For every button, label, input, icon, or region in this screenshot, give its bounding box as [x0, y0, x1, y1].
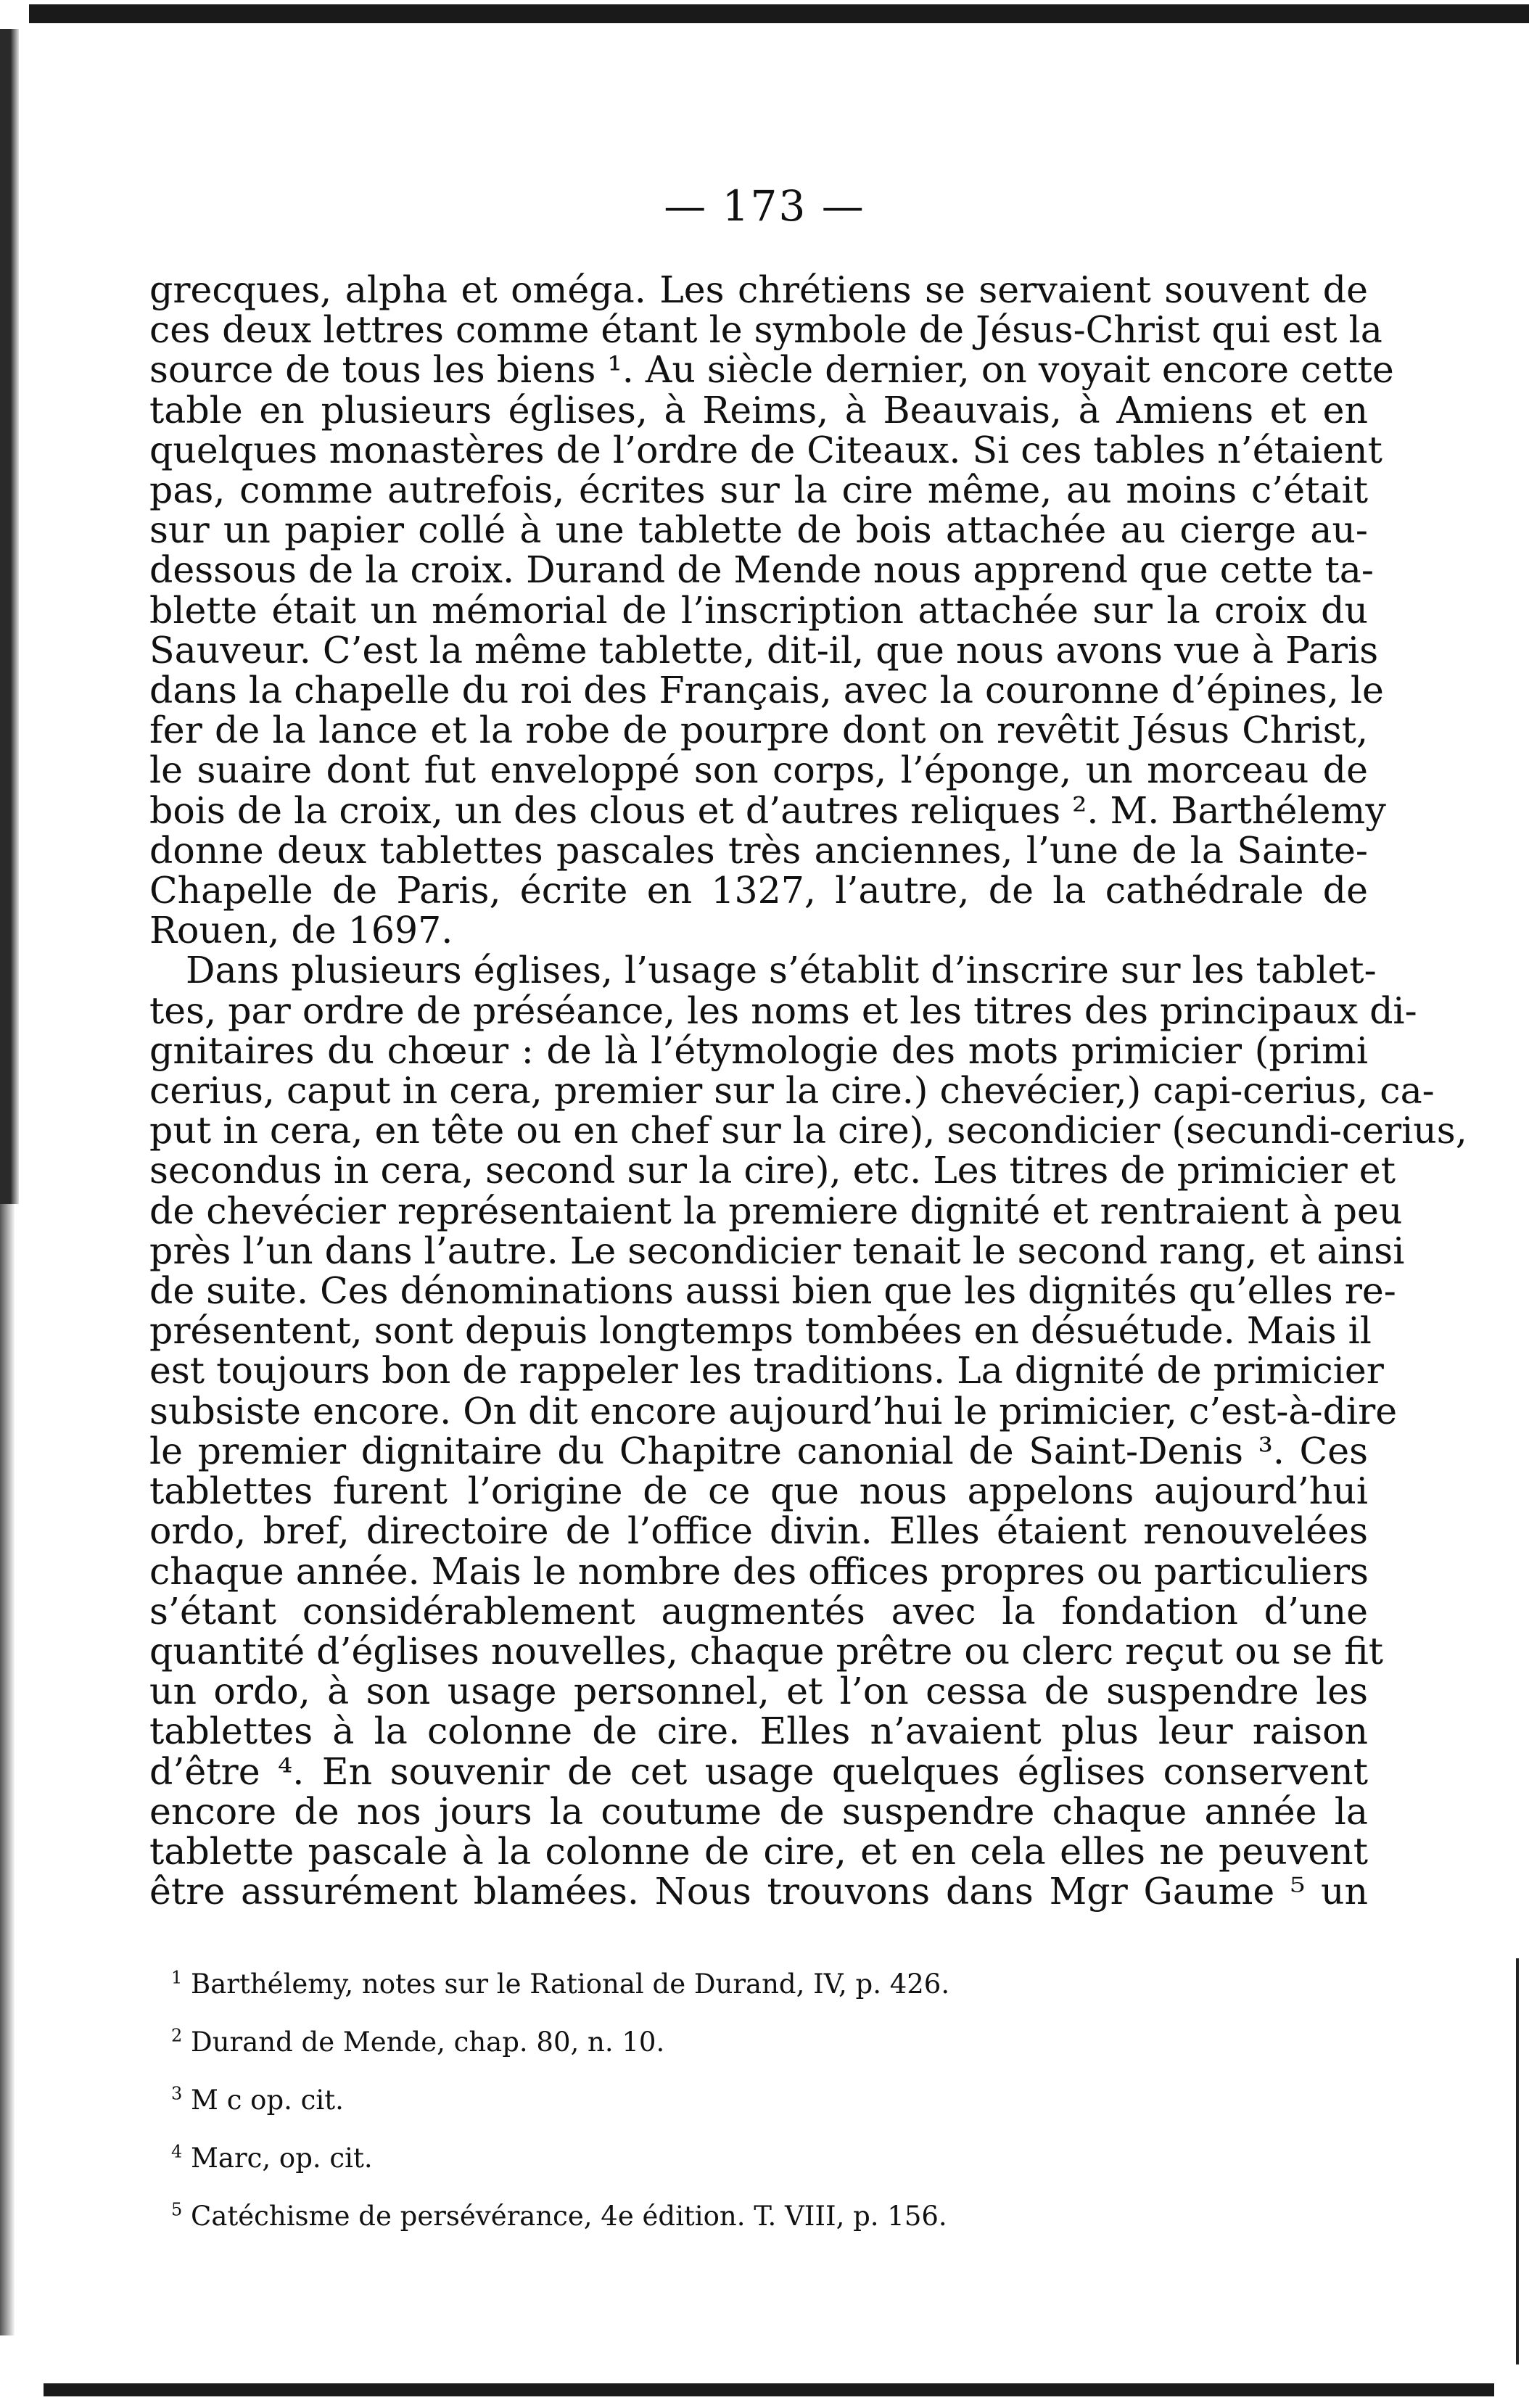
text-line: être assurément blamées. Nous trouvons dans Mgr Gaume ⁵ un: [149, 1870, 1368, 1913]
page-number: — 173 —: [664, 181, 865, 231]
scan-edge-right: [1516, 1958, 1519, 2364]
text-line: bois de la croix, un des clous et d’autres reliques ². M. Barthélemy: [149, 788, 1386, 832]
text-line: tablettes furent l’origine de ce que nous appelons aujourd’hui: [149, 1469, 1368, 1513]
text-line: le suaire dont fut enveloppé son corps, l’éponge, un morceau de: [149, 749, 1368, 792]
text-line: encore de nos jours la coutume de suspendre chaque année la: [149, 1789, 1368, 1833]
text-line: s’étant considérablement augmentés avec la fondation d’une: [149, 1589, 1368, 1633]
text-line: put in cera, en tête ou en chef sur la cire), secondicier (secundi-cerius,: [149, 1109, 1467, 1153]
text-line: tablette pascale à la colonne de cire, et en cela elles ne peuvent: [149, 1829, 1368, 1873]
text-line: d’être ⁴. En souvenir de cet usage quelques églises conservent: [149, 1749, 1368, 1793]
footnote-text: Catéchisme de persévérance, 4e édition. T. VIII, p. 156.: [182, 2201, 947, 2232]
text-line: table en plusieurs églises, à Reims, à Beauvais, à Amiens et en: [149, 388, 1368, 432]
text-line: subsiste encore. On dit encore aujourd’hui le primicier, c’est-à-dire: [149, 1389, 1398, 1432]
text-line: Sauveur. C’est la même tablette, dit-il, que nous avons vue à Paris: [149, 628, 1379, 672]
text-line: chaque année. Mais le nombre des offices propres ou particuliers: [149, 1549, 1369, 1593]
footnote-mark: 4: [171, 2141, 183, 2162]
text-line: un ordo, à son usage personnel, et l’on cessa de suspendre les: [149, 1670, 1368, 1713]
text-line: Chapelle de Paris, écrite en 1327, l’autre, de la cathédrale de: [149, 869, 1368, 912]
text-line: secondus in cera, second sur la cire), etc. Les titres de primicier et: [149, 1149, 1396, 1192]
text-line: tablettes à la colonne de cire. Elles n’avaient plus leur raison: [149, 1710, 1368, 1753]
text-line: grecques, alpha et oméga. Les chrétiens se servaient souvent de: [149, 268, 1368, 311]
text-line: source de tous les biens ¹. Au siècle dernier, on voyait encore cette: [149, 348, 1394, 392]
scan-edge-left-lower: [0, 1204, 15, 2335]
text-line: de chevécier représentaient la premiere dignité et rentraient à peu: [149, 1189, 1403, 1232]
text-line: cerius, caput in cera, premier sur la cire.) chevécier,) capi-cerius, ca-: [149, 1069, 1435, 1113]
text-line: quantité d’églises nouvelles, chaque prêtre ou clerc reçut ou se fit: [149, 1629, 1384, 1673]
text-line: sur un papier collé à une tablette de bois attachée au cierge au-: [149, 508, 1368, 552]
footnote-mark: 2: [171, 2025, 183, 2046]
text-line: fer de la lance et la robe de pourpre dont on revêtit Jésus Christ,: [149, 709, 1368, 752]
text-line: le premier dignitaire du Chapitre canonial de Saint-Denis ³. Ces: [149, 1429, 1368, 1472]
text-line: dans la chapelle du roi des Français, avec la couronne d’épines, le: [149, 669, 1384, 712]
scan-edge-bottom: [44, 2383, 1494, 2396]
text-line: donne deux tablettes pascales très anciennes, l’une de la Sainte-: [149, 828, 1368, 872]
footnote-text: M c op. cit.: [182, 2085, 344, 2116]
footnote-text: Marc, op. cit.: [182, 2143, 373, 2174]
footnote: [171, 2129, 1332, 2188]
footnote-mark: 1: [171, 1967, 183, 1988]
footnotes: [171, 1955, 1332, 2246]
text-line: ordo, bref, directoire de l’office divin. Elles étaient renouvelées: [149, 1509, 1368, 1553]
text-line: près l’un dans l’autre. Le secondicier tenait le second rang, et ainsi: [149, 1229, 1405, 1272]
text-line: dessous de la croix. Durand de Mende nous apprend que cette ta-: [149, 548, 1374, 592]
text-line: de suite. Ces dénominations aussi bien que les dignités qu’elles re-: [149, 1269, 1396, 1313]
text-line: quelques monastères de l’ordre de Citeaux. Si ces tables n’étaient: [149, 428, 1382, 471]
text-line: Rouen, de 1697.: [149, 909, 453, 952]
footnote: [171, 2071, 1332, 2129]
text-line: gnitaires du chœur : de là l’étymologie des mots primicier (primi: [149, 1028, 1368, 1072]
text-line: tes, par ordre de préséance, les noms et les titres des principaux di-: [149, 989, 1417, 1032]
footnote: [171, 2188, 1332, 2246]
text-line: Dans plusieurs églises, l’usage s’établit d’inscrire sur les tablet-: [186, 949, 1377, 992]
footnote-text: Durand de Mende, chap. 80, n. 10.: [182, 2026, 665, 2058]
footnote-mark: 5: [171, 2199, 183, 2220]
text-line: ces deux lettres comme étant le symbole de Jésus-Christ qui est la: [149, 308, 1382, 352]
footnote-text: Barthélemy, notes sur le Rational de Durand, IV, p. 426.: [182, 1968, 950, 2000]
body-text: [149, 268, 1467, 1913]
scan-edge-top: [29, 4, 1529, 23]
text-line: est toujours bon de rappeler les traditions. La dignité de primicier: [149, 1349, 1384, 1393]
footnote: [171, 1955, 1332, 2013]
footnote-mark: 3: [171, 2083, 183, 2104]
text-line: blette était un mémorial de l’inscription attachée sur la croix du: [149, 588, 1368, 632]
text-line: présentent, sont depuis longtemps tombées en désuétude. Mais il: [149, 1309, 1372, 1353]
text-line: pas, comme autrefois, écrites sur la cire même, au moins c’était: [149, 469, 1368, 512]
footnote: [171, 2013, 1332, 2071]
